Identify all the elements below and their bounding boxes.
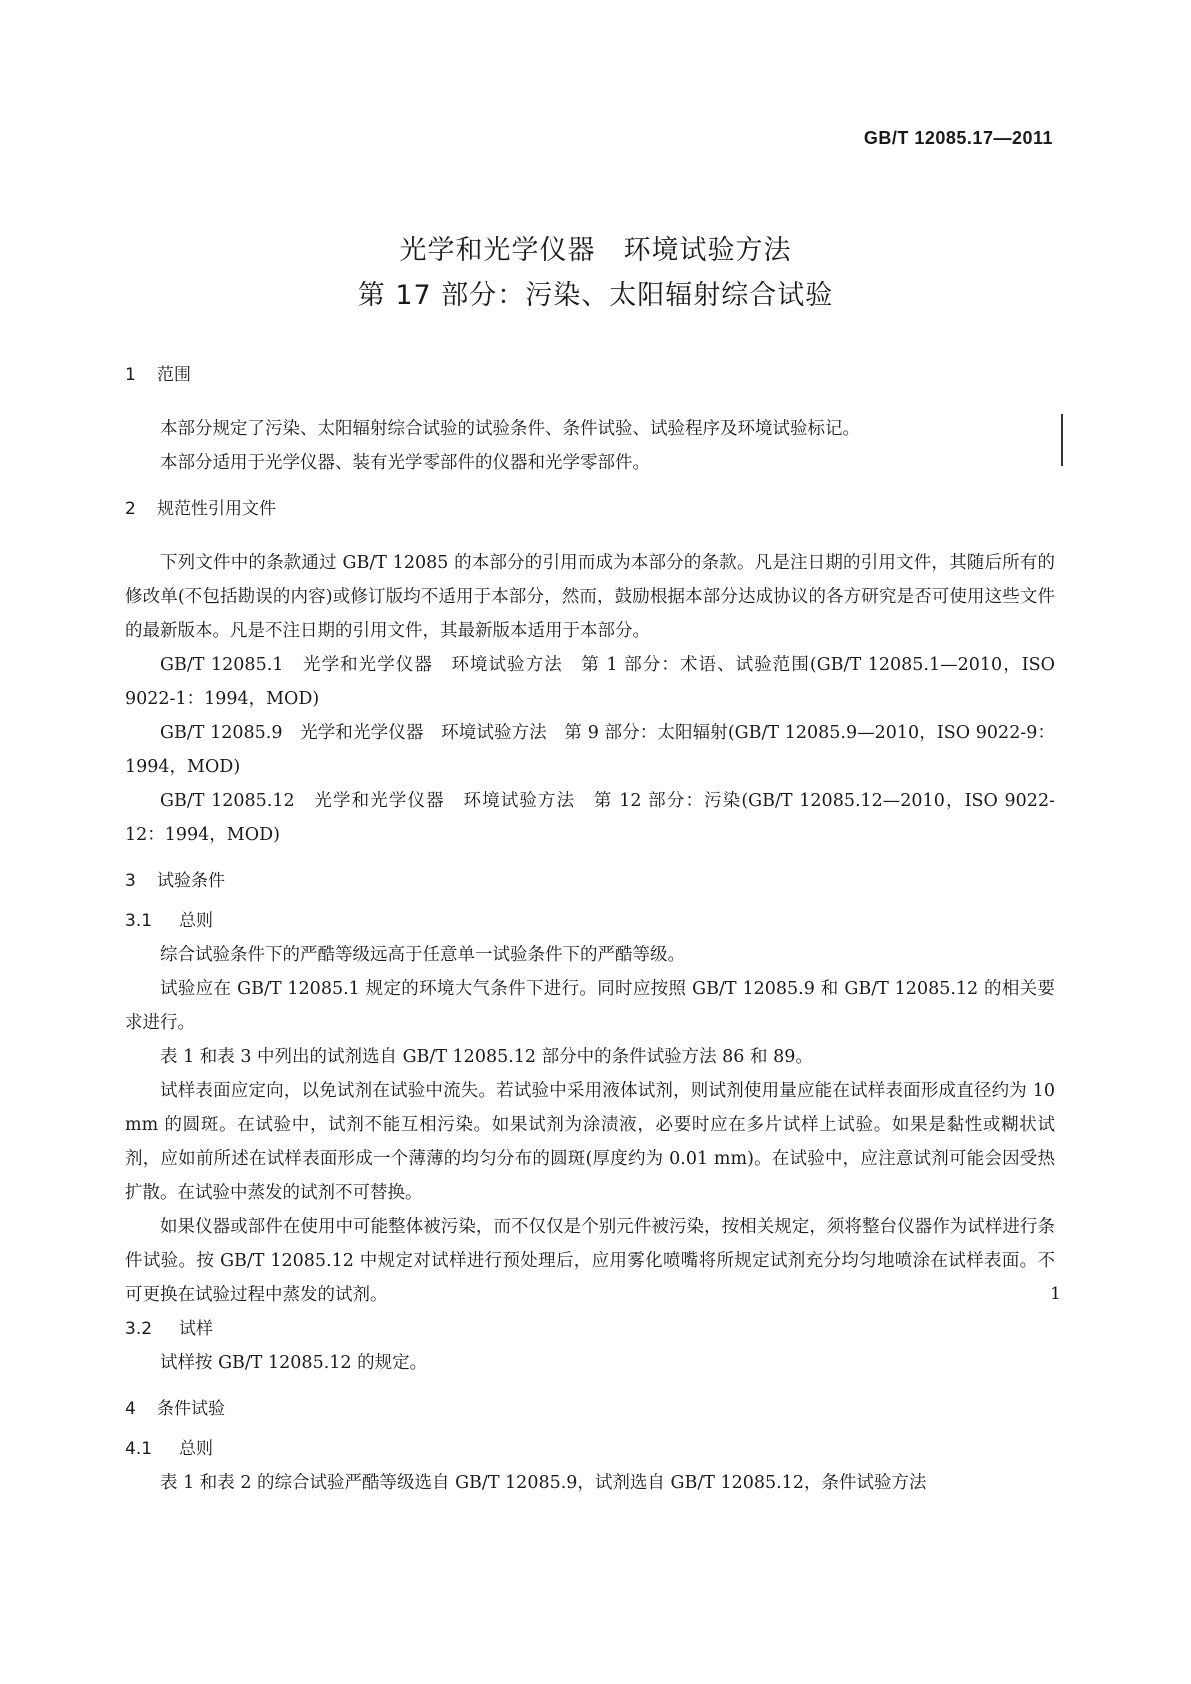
- subsection-title: 试样: [179, 1319, 213, 1339]
- subsection-3-1-heading: [125, 904, 1055, 938]
- section-title: 试验条件: [157, 871, 225, 891]
- section-number: 1: [125, 365, 136, 385]
- subsection-title: 总则: [179, 911, 213, 931]
- reference-item: GB/T 12085.9 光学和光学仪器 环境试验方法 第 9 部分：太阳辐射(GB/T 12085.9—2010，ISO 9022-9：1994，MOD): [125, 723, 1055, 777]
- standard-number: GB/T 12085.17—2011: [863, 128, 1053, 148]
- paragraph: 试样按 GB/T 12085.12 的规定。: [160, 1353, 428, 1373]
- section-3-heading: [125, 864, 1055, 898]
- subsection-number: 4.1: [125, 1439, 153, 1459]
- reference-item: GB/T 12085.12 光学和光学仪器 环境试验方法 第 12 部分：污染(GB/T 12085.12—2010，ISO 9022-12：1994，MOD): [125, 791, 1055, 845]
- paragraph: 试样表面应定向，以免试剂在试验中流失。若试验中采用液体试剂，则试剂使用量应能在试样表面形成直径约为 10 mm 的圆斑。在试验中，试剂不能互相污染。如果试剂为涂渍液，必要时应在多片试样上试验。如果是黏性或糊状试剂，应如前所述在试样表面形成一个薄薄的均匀分布的圆斑(厚度约为 0.01 mm)。在试验中，应注意试剂可能会因受热扩散。在试验中蒸发的试剂不可替换。: [125, 1081, 1055, 1203]
- section-number: 2: [125, 499, 136, 519]
- paragraph: 本部分适用于光学仪器、装有光学零部件的仪器和光学零部件。: [160, 453, 650, 473]
- subsection-number: 3.1: [125, 911, 153, 931]
- paragraph: 下列文件中的条款通过 GB/T 12085 的本部分的引用而成为本部分的条款。凡是注日期的引用文件，其随后所有的修改单(不包括勘误的内容)或修订版均不适用于本部分，然而，鼓励根据本部分达成协议的各方研究是否可使用这些文件的最新版本。凡是不注日期的引用文件，其最新版本适用于本部分。: [125, 553, 1055, 641]
- title-line-2: 第 17 部分：污染、太阳辐射综合试验: [357, 280, 834, 311]
- paragraph: 综合试验条件下的严酷等级远高于任意单一试验条件下的严酷等级。: [160, 945, 685, 965]
- section-title: 范围: [157, 365, 191, 385]
- section-4-heading: [125, 1392, 1055, 1426]
- paragraph: 本部分规定了污染、太阳辐射综合试验的试验条件、条件试验、试验程序及环境试验标记。: [160, 419, 860, 439]
- section-title: 条件试验: [157, 1399, 225, 1419]
- section-2-heading: [125, 492, 1055, 526]
- document-body: [125, 358, 1055, 1500]
- section-number: 4: [125, 1399, 136, 1419]
- reference-item: GB/T 12085.1 光学和光学仪器 环境试验方法 第 1 部分：术语、试验范围(GB/T 12085.1—2010，ISO 9022-1：1994，MOD): [125, 655, 1055, 709]
- title-line-1: 光学和光学仪器 环境试验方法: [399, 235, 792, 266]
- subsection-title: 总则: [179, 1439, 213, 1459]
- document-title: [0, 228, 1191, 318]
- section-number: 3: [125, 871, 136, 891]
- paragraph: 试验应在 GB/T 12085.1 规定的环境大气条件下进行。同时应按照 GB/T 12085.9 和 GB/T 12085.12 的相关要求进行。: [125, 979, 1055, 1033]
- subsection-number: 3.2: [125, 1319, 153, 1339]
- paragraph: 表 1 和表 2 的综合试验严酷等级选自 GB/T 12085.9，试剂选自 GB/T 12085.12，条件试验方法: [160, 1473, 927, 1493]
- section-title: 规范性引用文件: [157, 499, 276, 519]
- subsection-3-2-heading: [125, 1312, 1055, 1346]
- section-1-heading: [125, 358, 1055, 392]
- subsection-4-1-heading: [125, 1432, 1055, 1466]
- page-number: 1: [1050, 1284, 1061, 1304]
- change-bar: [1061, 414, 1063, 466]
- paragraph: 如果仪器或部件在使用中可能整体被污染，而不仅仅是个别元件被污染，按相关规定，须将整台仪器作为试样进行条件试验。按 GB/T 12085.12 中规定对试样进行预处理后，应用雾化喷嘴将所规定试剂充分均匀地喷涂在试样表面。不可更换在试验过程中蒸发的试剂。: [125, 1217, 1055, 1305]
- paragraph: 表 1 和表 3 中列出的试剂选自 GB/T 12085.12 部分中的条件试验方法 86 和 89。: [160, 1047, 813, 1067]
